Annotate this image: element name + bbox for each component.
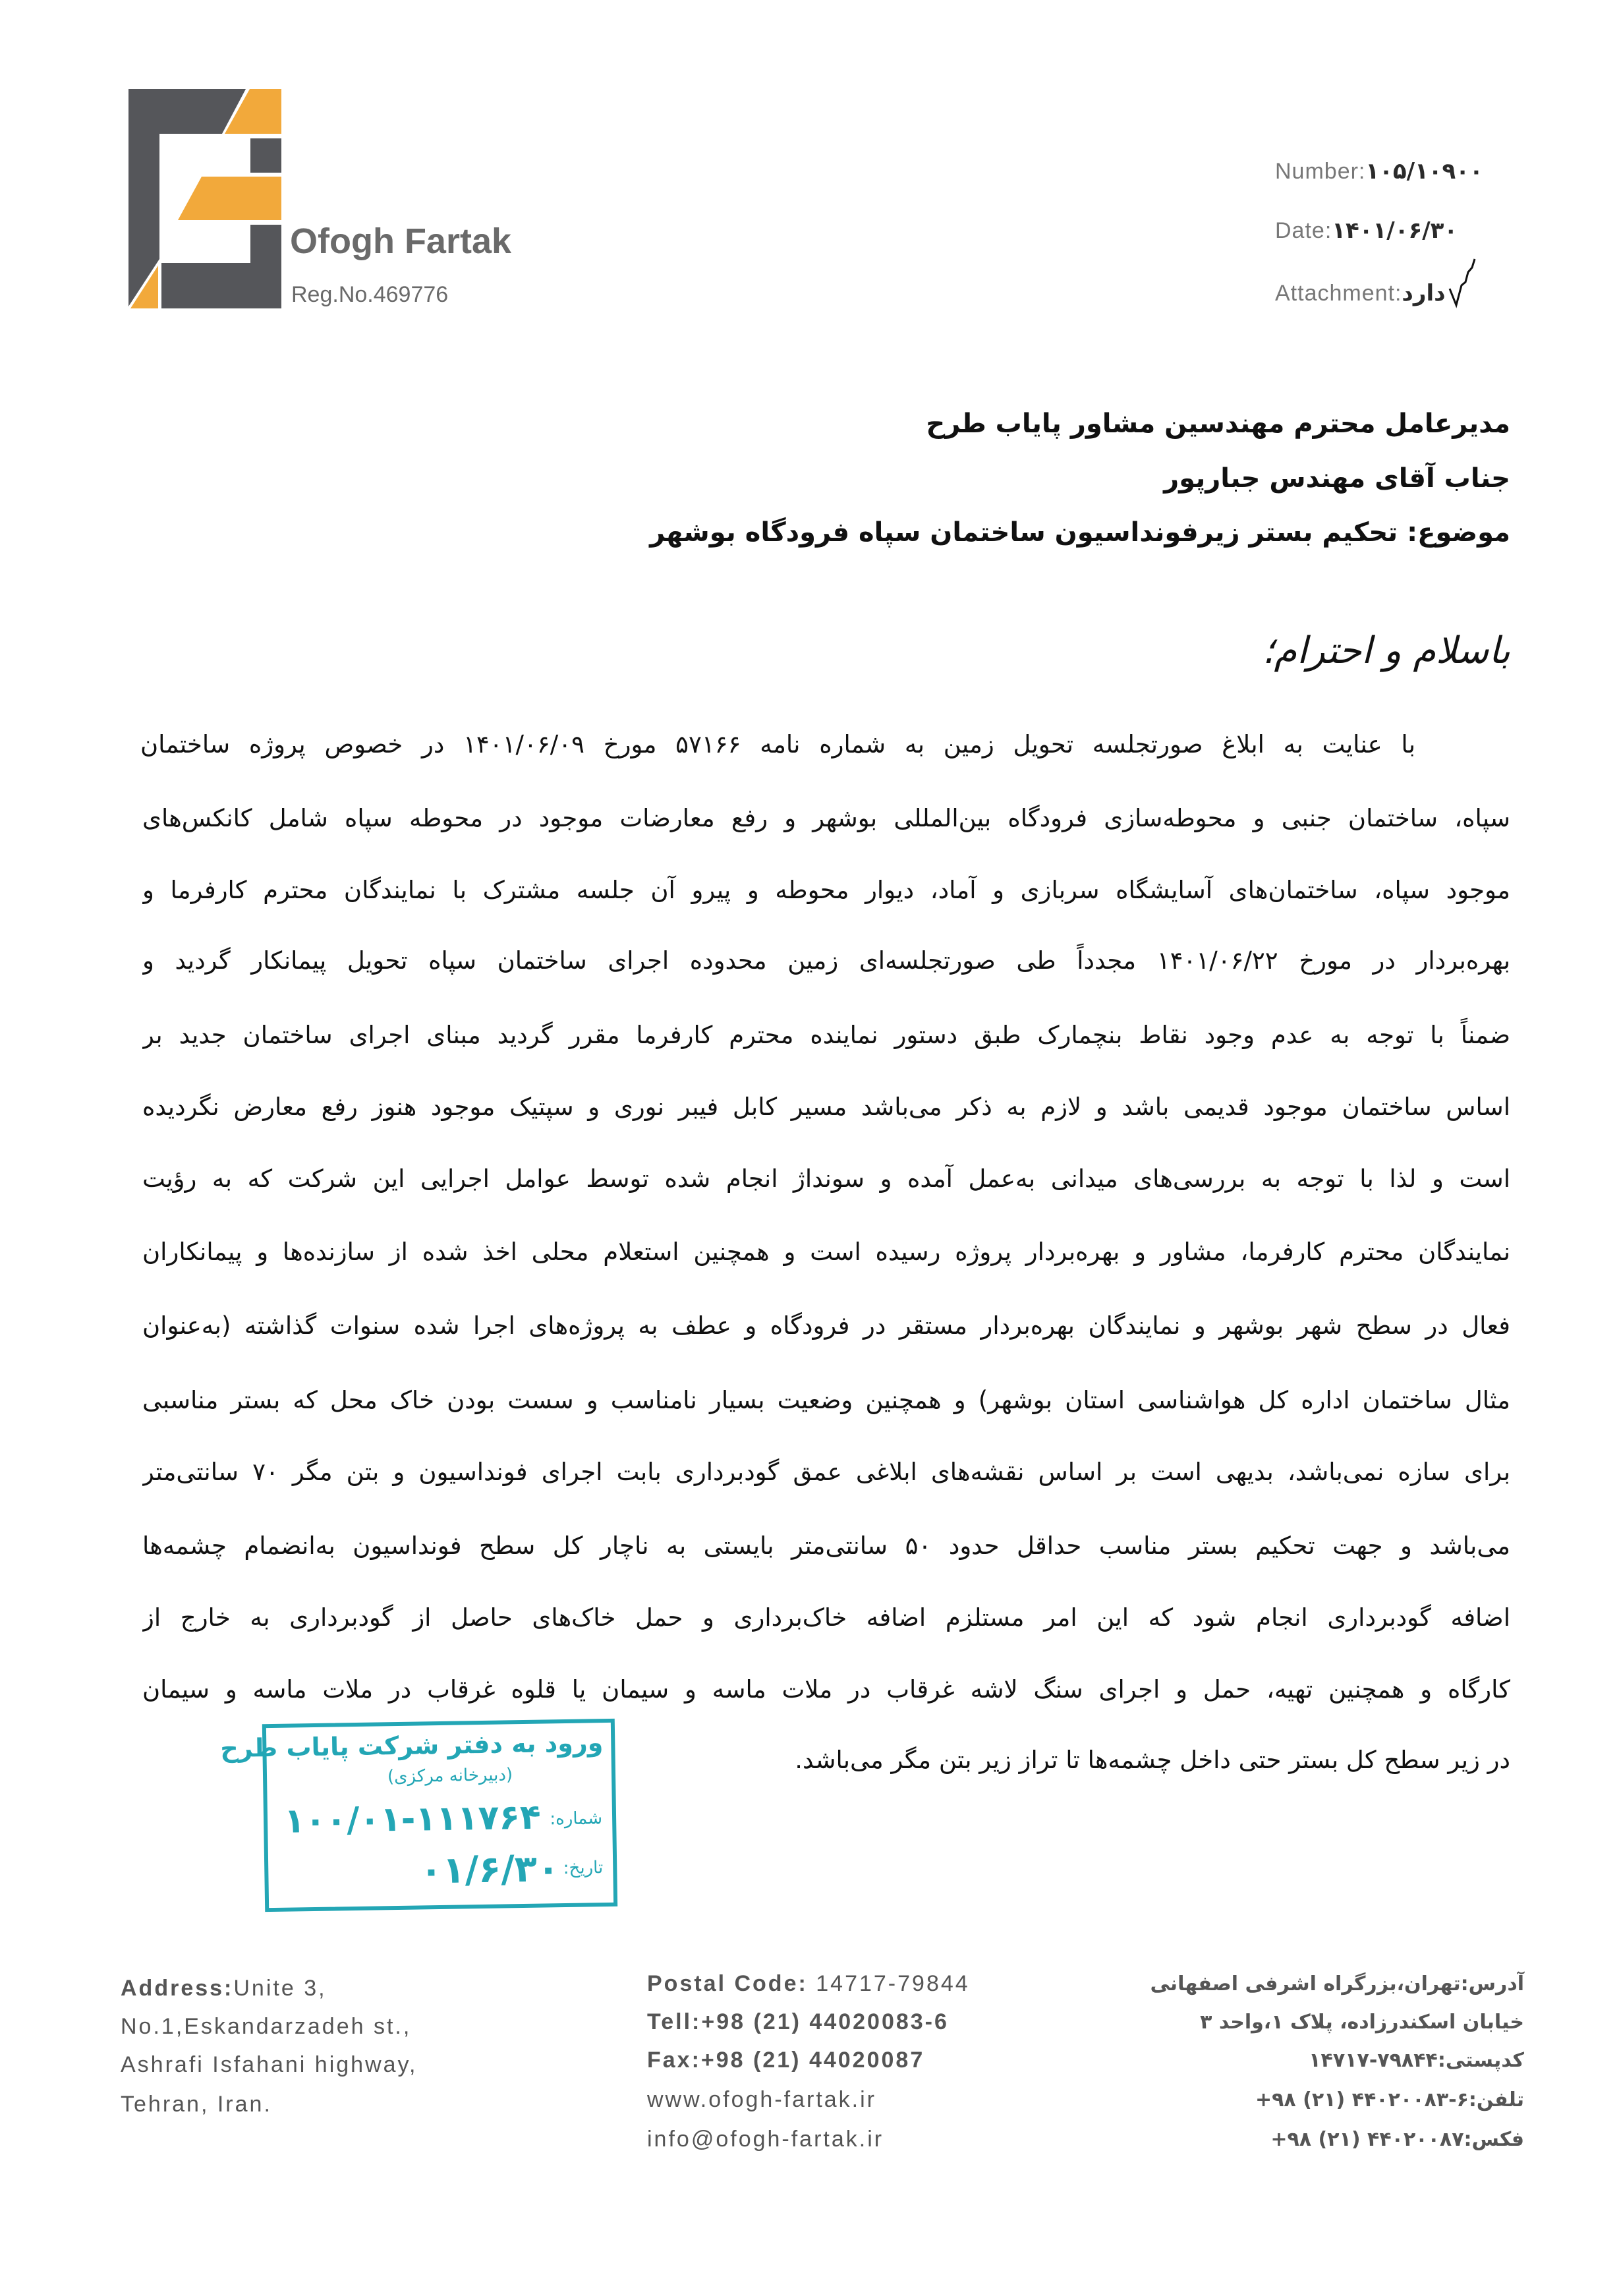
received-stamp <box>219 1719 617 1912</box>
address-line: No.1,Eskandarzadeh st., <box>121 2014 412 2039</box>
company-logo <box>128 89 281 309</box>
website-link[interactable]: www.ofogh-fartak.ir <box>647 2087 876 2112</box>
postal-label: Postal Code: <box>647 1971 808 1996</box>
number-value: ۱۰۵/۱۰۹۰۰ <box>1365 158 1483 185</box>
fa-fax: فکس:۴۴۰۲۰۰۸۷ (۲۱) ۹۸+ <box>1270 2128 1524 2151</box>
fa-phone: تلفن:۶-۴۴۰۲۰۰۸۳ (۲۱) ۹۸+ <box>1255 2088 1524 2111</box>
registration-number: Reg.No.469776 <box>291 282 449 307</box>
stamp-number-value: ۱۰۰/۰۱-۱۱۱۷۶۴ <box>283 1797 542 1841</box>
body-line: موجود سپاه، ساختمان‌های آسایشگاه سربازی و آماد، دیوار محوطه و پیرو آن جلسه مشترک با نمایندگان محترم کارفرما و <box>142 876 1510 904</box>
logo-gray-bottom <box>161 225 281 308</box>
postal-value: 14717-79844 <box>807 1971 970 1996</box>
tel-value: +98 (21) 44020083-6 <box>701 2009 949 2034</box>
addressee-name: جناب آقای مهندس جبارپور <box>1164 463 1510 494</box>
body-line: ضمناً با توجه به عدم وجود نقاط بنچمارک طبق دستور نماینده محترم کارفرما مقرر گردید مبنای اجرای ساختمان جدید بر <box>142 1021 1510 1049</box>
number-label: Number: <box>1275 159 1366 184</box>
body-line: برای سازه نمی‌باشد، بدیهی است بر اساس نقشه‌های ابلاغی عمق گودبرداری بابت اجرای فونداسیون و بتن مگر ۷۰ سانتی‌متر <box>142 1458 1510 1486</box>
body-line: اساس ساختمان موجود قدیمی باشد و لازم به ذکر می‌باشد مسیر کابل فیبر نوری و سپتیک موجود هنوز رفع معارض نگردیده <box>142 1093 1510 1121</box>
email-link[interactable]: info@ofogh-fartak.ir <box>647 2127 884 2152</box>
body-line: نمایندگان محترم کارفرما، مشاور و بهره‌بردار پروژه رسیده است و همچنین استعلام محلی اخذ شده از سازنده‌ها و پیمانکاران <box>142 1238 1510 1266</box>
body-line: فعال در سطح شهر بوشهر و نمایندگان بهره‌بردار مستقر در فرودگاه و عطف به پروژه‌های اجرا شده سنوات گذاشته (به‌عنوان <box>142 1311 1510 1340</box>
letter-number <box>1275 158 1483 185</box>
attachment-value: دارد <box>1402 280 1446 306</box>
logo-orange-middle <box>178 177 281 220</box>
body-line: در زیر سطح کل بستر حتی داخل چشمه‌ها تا تراز زیر بتن مگر می‌باشد. <box>795 1746 1510 1774</box>
body-line: سپاه، ساختمان جنبی و محوطه‌سازی فرودگاه بین‌المللی بوشهر و رفع معارضات موجود در محوطه سپاه شامل کانکس‌های <box>142 804 1510 832</box>
stamp-number-label: شماره: <box>550 1808 603 1829</box>
fa-address-line: آدرس:تهران،بزرگراه اشرفی اصفهانی <box>1150 1972 1524 1995</box>
stamp-title: ورود به دفتر شرکت پایاب طرح <box>219 1728 604 1764</box>
fa-address-line: خیابان اسکندرزاده، پلاک ۱،واحد ۳ <box>1200 2011 1524 2034</box>
address-line: Tehran, Iran. <box>121 2092 272 2117</box>
stamp-date-value: ۰۱/۶/۳۰ <box>419 1847 560 1893</box>
stamp-subtitle: (دبیرخانه مرکزی) <box>387 1765 513 1787</box>
body-line: کارگاه و همچنین تهیه، حمل و اجرای سنگ لاشه غرقاب در ملات ماسه و سیمان یا قلوه غرقاب در ملات ماسه و سیمان <box>142 1675 1510 1704</box>
letter-subject: موضوع: تحکیم بستر زیرفونداسیون ساختمان سپاه فرودگاه بوشهر <box>650 517 1510 548</box>
stamp-date-label: تاریخ: <box>563 1858 604 1879</box>
address-line: Ashrafi Isfahani highway, <box>121 2052 418 2077</box>
checkmark-icon <box>1448 256 1481 308</box>
address-line: Unite 3, <box>233 1976 327 2001</box>
body-line: با عنایت به ابلاغ صورتجلسه تحویل زمین به شماره نامه ۵۷۱۶۶ مورخ ۱۴۰۱/۰۶/۰۹ در خصوص پروژه ساختمان <box>140 730 1415 759</box>
logo-gray-middle <box>250 138 281 173</box>
body-line: می‌باشد و جهت تحکیم بستر مناسب حداقل حدود ۵۰ سانتی‌متر بایستی به ناچار کل سطح فونداسیون به‌انضمام چشمه‌ها <box>142 1532 1510 1560</box>
tel-label: Tell: <box>647 2009 702 2034</box>
company-name: Ofogh Fartak <box>290 221 512 261</box>
letter-date <box>1275 217 1458 244</box>
date-label: Date: <box>1275 218 1332 243</box>
greeting: باسلام و احترام؛ <box>1262 629 1510 672</box>
address-label: Address: <box>121 1976 234 2001</box>
letter-attachment <box>1275 280 1446 306</box>
fax-label: Fax: <box>647 2048 701 2073</box>
body-line: اضافه گودبرداری انجام شود که این امر مستلزم اضافه خاک‌برداری و حمل خاک‌های حاصل از گودبرداری به خارج از <box>142 1603 1510 1632</box>
body-line: بهره‌بردار در مورخ ۱۴۰۱/۰۶/۲۲ مجدداً طی صورتجلسه‌ای زمین محدوده اجرای ساختمان سپاه تحویل پیمانکار گردید و <box>142 946 1510 975</box>
addressee-title: مدیرعامل محترم مهندسین مشاور پایاب طرح <box>926 409 1510 439</box>
body-line: است و لذا با توجه به بررسی‌های میدانی به‌عمل آمده و سونداژ انجام شده توسط عوامل اجرایی این شرکت که به رؤیت <box>142 1164 1510 1193</box>
fax-value: +98 (21) 44020087 <box>700 2048 925 2073</box>
attachment-label: Attachment: <box>1275 281 1402 306</box>
body-line: مثال ساختمان اداره کل هواشناسی استان بوشهر) و همچنین وضعیت بسیار نامناسب و سست بودن خاک محل که بستر مناسبی <box>142 1386 1510 1414</box>
fa-postal-code: کدپستی:۷۹۸۴۴-۱۴۷۱۷ <box>1309 2049 1524 2072</box>
date-value: ۱۴۰۱/۰۶/۳۰ <box>1332 217 1458 244</box>
